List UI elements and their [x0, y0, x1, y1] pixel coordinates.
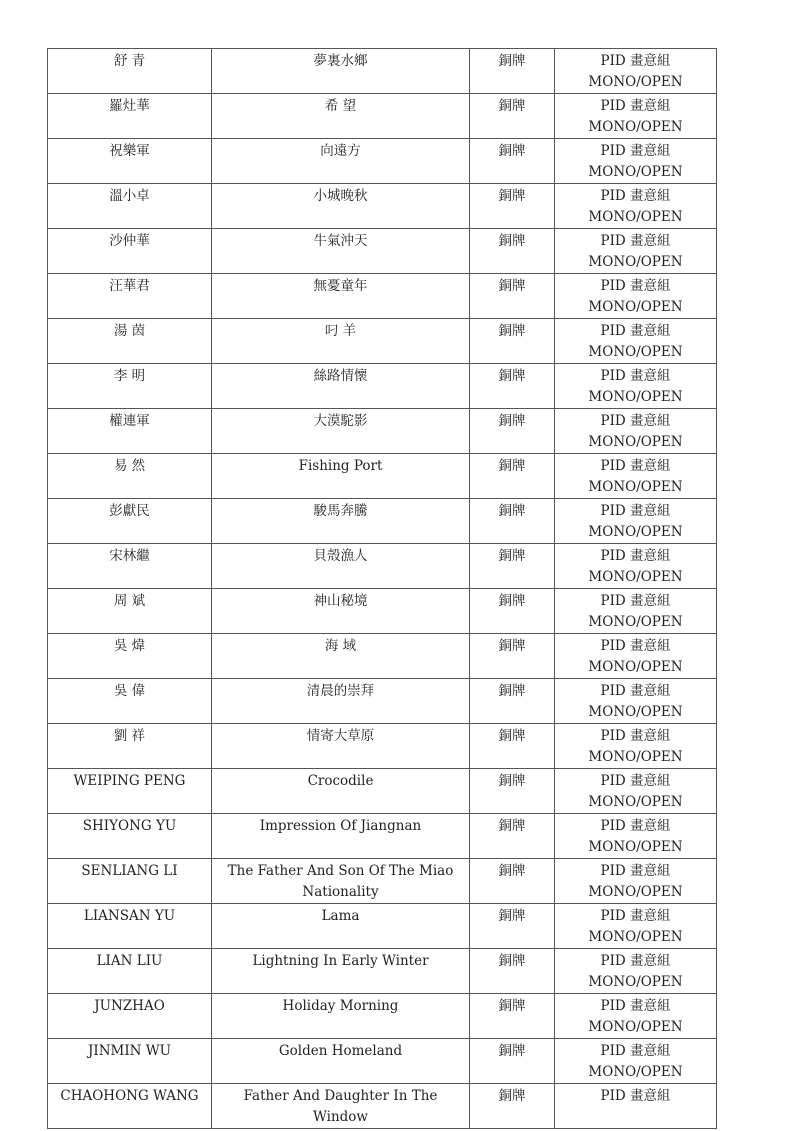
- category-label: PID 畫意組: [600, 143, 671, 159]
- photo-title-cell: 海 域: [212, 634, 470, 679]
- category-label: PID 畫意組: [600, 548, 671, 564]
- category-label: PID 畫意組: [600, 908, 671, 924]
- award-cell: 銅牌: [470, 949, 555, 994]
- photo-title-cell: Father And Daughter In The Window: [212, 1084, 470, 1129]
- section-label: MONO/OPEN: [588, 614, 683, 630]
- photographer-name-cell: 周 斌: [48, 589, 212, 634]
- category-cell: [555, 859, 717, 904]
- category-label: PID 畫意組: [600, 188, 671, 204]
- category-label: PID 畫意組: [600, 53, 671, 69]
- section-label: MONO/OPEN: [588, 1064, 683, 1080]
- table-row: [48, 139, 717, 184]
- category-label: PID 畫意組: [600, 683, 671, 699]
- category-cell: [555, 184, 717, 229]
- category-label: PID 畫意組: [600, 323, 671, 339]
- category-cell: [555, 814, 717, 859]
- photographer-name-cell: SENLIANG LI: [48, 859, 212, 904]
- photographer-name-cell: 權連軍: [48, 409, 212, 454]
- table-row: [48, 544, 717, 589]
- photo-title-cell: Fishing Port: [212, 454, 470, 499]
- photographer-name-cell: 劉 祥: [48, 724, 212, 769]
- photo-title-cell: Golden Homeland: [212, 1039, 470, 1084]
- category-label: PID 畫意組: [600, 1043, 671, 1059]
- photo-title-cell: Crocodile: [212, 769, 470, 814]
- award-cell: 銅牌: [470, 454, 555, 499]
- photo-title-cell: 貝殼漁人: [212, 544, 470, 589]
- photo-title-cell: 牛氣沖天: [212, 229, 470, 274]
- award-cell: 銅牌: [470, 994, 555, 1039]
- award-cell: 銅牌: [470, 319, 555, 364]
- category-label: PID 畫意組: [600, 593, 671, 609]
- photographer-name-cell: 宋林繼: [48, 544, 212, 589]
- section-label: MONO/OPEN: [588, 434, 683, 450]
- category-cell: [555, 994, 717, 1039]
- table-row: [48, 229, 717, 274]
- photo-title-cell: 駿馬奔騰: [212, 499, 470, 544]
- category-label: PID 畫意組: [600, 953, 671, 969]
- category-label: PID 畫意組: [600, 503, 671, 519]
- photographer-name-cell: 李 明: [48, 364, 212, 409]
- section-label: MONO/OPEN: [588, 704, 683, 720]
- table-row: [48, 724, 717, 769]
- category-cell: [555, 904, 717, 949]
- photographer-name-cell: 吳 偉: [48, 679, 212, 724]
- award-cell: 銅牌: [470, 1084, 555, 1129]
- photographer-name-cell: CHAOHONG WANG: [48, 1084, 212, 1129]
- awards-table-body: [48, 49, 717, 1129]
- category-cell: [555, 319, 717, 364]
- category-label: PID 畫意組: [600, 233, 671, 249]
- photo-title-cell: Lightning In Early Winter: [212, 949, 470, 994]
- photo-title-cell: Lama: [212, 904, 470, 949]
- award-cell: 銅牌: [470, 589, 555, 634]
- photographer-name-cell: 溫小卓: [48, 184, 212, 229]
- photo-title-cell: The Father And Son Of The Miao Nationality: [212, 859, 470, 904]
- photographer-name-cell: LIAN LIU: [48, 949, 212, 994]
- category-label: PID 畫意組: [600, 368, 671, 384]
- category-cell: [555, 1084, 717, 1129]
- category-label: PID 畫意組: [600, 773, 671, 789]
- category-cell: [555, 544, 717, 589]
- photo-title-cell: 夢裏水鄉: [212, 49, 470, 94]
- category-cell: [555, 229, 717, 274]
- category-label: PID 畫意組: [600, 278, 671, 294]
- photographer-name-cell: 祝樂軍: [48, 139, 212, 184]
- category-cell: [555, 949, 717, 994]
- table-row: [48, 454, 717, 499]
- award-cell: 銅牌: [470, 1039, 555, 1084]
- category-cell: [555, 94, 717, 139]
- award-cell: 銅牌: [470, 409, 555, 454]
- award-cell: 銅牌: [470, 229, 555, 274]
- photo-title-cell: 情寄大草原: [212, 724, 470, 769]
- section-label: MONO/OPEN: [588, 299, 683, 315]
- category-label: PID 畫意組: [600, 863, 671, 879]
- section-label: MONO/OPEN: [588, 794, 683, 810]
- award-cell: 銅牌: [470, 544, 555, 589]
- category-cell: [555, 454, 717, 499]
- award-cell: 銅牌: [470, 769, 555, 814]
- award-cell: 銅牌: [470, 859, 555, 904]
- category-cell: [555, 49, 717, 94]
- award-cell: 銅牌: [470, 49, 555, 94]
- photographer-name-cell: JUNZHAO: [48, 994, 212, 1039]
- table-row: [48, 409, 717, 454]
- section-label: MONO/OPEN: [588, 974, 683, 990]
- photographer-name-cell: LIANSAN YU: [48, 904, 212, 949]
- table-row: [48, 184, 717, 229]
- category-label: PID 畫意組: [600, 638, 671, 654]
- category-label: PID 畫意組: [600, 818, 671, 834]
- table-row: [48, 904, 717, 949]
- photo-title-cell: Holiday Morning: [212, 994, 470, 1039]
- section-label: MONO/OPEN: [588, 569, 683, 585]
- table-row: [48, 814, 717, 859]
- photographer-name-cell: WEIPING PENG: [48, 769, 212, 814]
- award-cell: 銅牌: [470, 724, 555, 769]
- section-label: MONO/OPEN: [588, 659, 683, 675]
- category-cell: [555, 769, 717, 814]
- section-label: MONO/OPEN: [588, 479, 683, 495]
- photo-title-cell: 小城晚秋: [212, 184, 470, 229]
- table-row: [48, 274, 717, 319]
- table-row: [48, 859, 717, 904]
- section-label: MONO/OPEN: [588, 74, 683, 90]
- photographer-name-cell: SHIYONG YU: [48, 814, 212, 859]
- photographer-name-cell: 湯 茵: [48, 319, 212, 364]
- award-cell: 銅牌: [470, 139, 555, 184]
- category-cell: [555, 364, 717, 409]
- section-label: MONO/OPEN: [588, 749, 683, 765]
- section-label: MONO/OPEN: [588, 839, 683, 855]
- category-cell: [555, 409, 717, 454]
- section-label: MONO/OPEN: [588, 164, 683, 180]
- section-label: MONO/OPEN: [588, 884, 683, 900]
- photographer-name-cell: 汪華君: [48, 274, 212, 319]
- table-row: [48, 589, 717, 634]
- section-label: MONO/OPEN: [588, 209, 683, 225]
- category-label: PID 畫意組: [600, 98, 671, 114]
- photo-title-cell: 神山秘境: [212, 589, 470, 634]
- photographer-name-cell: JINMIN WU: [48, 1039, 212, 1084]
- table-row: [48, 49, 717, 94]
- awards-table: [47, 48, 717, 1129]
- table-row: [48, 94, 717, 139]
- photo-title-cell: 希 望: [212, 94, 470, 139]
- photo-title-cell: 叼 羊: [212, 319, 470, 364]
- table-row: [48, 499, 717, 544]
- category-cell: [555, 679, 717, 724]
- photographer-name-cell: 吳 煒: [48, 634, 212, 679]
- photo-title-cell: 無憂童年: [212, 274, 470, 319]
- photo-title-cell: 大漠駝影: [212, 409, 470, 454]
- category-label: PID 畫意組: [600, 413, 671, 429]
- award-cell: 銅牌: [470, 184, 555, 229]
- category-label: PID 畫意組: [600, 458, 671, 474]
- photographer-name-cell: 易 然: [48, 454, 212, 499]
- award-cell: 銅牌: [470, 814, 555, 859]
- section-label: MONO/OPEN: [588, 254, 683, 270]
- section-label: MONO/OPEN: [588, 344, 683, 360]
- award-cell: 銅牌: [470, 679, 555, 724]
- section-label: MONO/OPEN: [588, 1019, 683, 1035]
- table-row: [48, 949, 717, 994]
- table-row: [48, 634, 717, 679]
- photographer-name-cell: 沙仲華: [48, 229, 212, 274]
- photographer-name-cell: 舒 青: [48, 49, 212, 94]
- table-row: [48, 364, 717, 409]
- table-row: [48, 994, 717, 1039]
- table-row: [48, 1039, 717, 1084]
- photo-title-cell: Impression Of Jiangnan: [212, 814, 470, 859]
- category-label: PID 畫意組: [600, 998, 671, 1014]
- table-row: [48, 769, 717, 814]
- category-cell: [555, 274, 717, 319]
- category-cell: [555, 724, 717, 769]
- category-cell: [555, 139, 717, 184]
- category-cell: [555, 589, 717, 634]
- photo-title-cell: 向遠方: [212, 139, 470, 184]
- table-row: [48, 319, 717, 364]
- photographer-name-cell: 羅灶華: [48, 94, 212, 139]
- award-cell: 銅牌: [470, 274, 555, 319]
- award-cell: 銅牌: [470, 364, 555, 409]
- table-row: [48, 1084, 717, 1129]
- section-label: MONO/OPEN: [588, 929, 683, 945]
- award-cell: 銅牌: [470, 634, 555, 679]
- category-label: PID 畫意組: [600, 1088, 671, 1104]
- award-cell: 銅牌: [470, 499, 555, 544]
- section-label: MONO/OPEN: [588, 119, 683, 135]
- section-label: MONO/OPEN: [588, 389, 683, 405]
- section-label: MONO/OPEN: [588, 524, 683, 540]
- table-row: [48, 679, 717, 724]
- category-cell: [555, 499, 717, 544]
- photo-title-cell: 絲路情懷: [212, 364, 470, 409]
- category-label: PID 畫意組: [600, 728, 671, 744]
- photographer-name-cell: 彭獻民: [48, 499, 212, 544]
- award-cell: 銅牌: [470, 904, 555, 949]
- category-cell: [555, 1039, 717, 1084]
- photo-title-cell: 清晨的崇拜: [212, 679, 470, 724]
- award-cell: 銅牌: [470, 94, 555, 139]
- category-cell: [555, 634, 717, 679]
